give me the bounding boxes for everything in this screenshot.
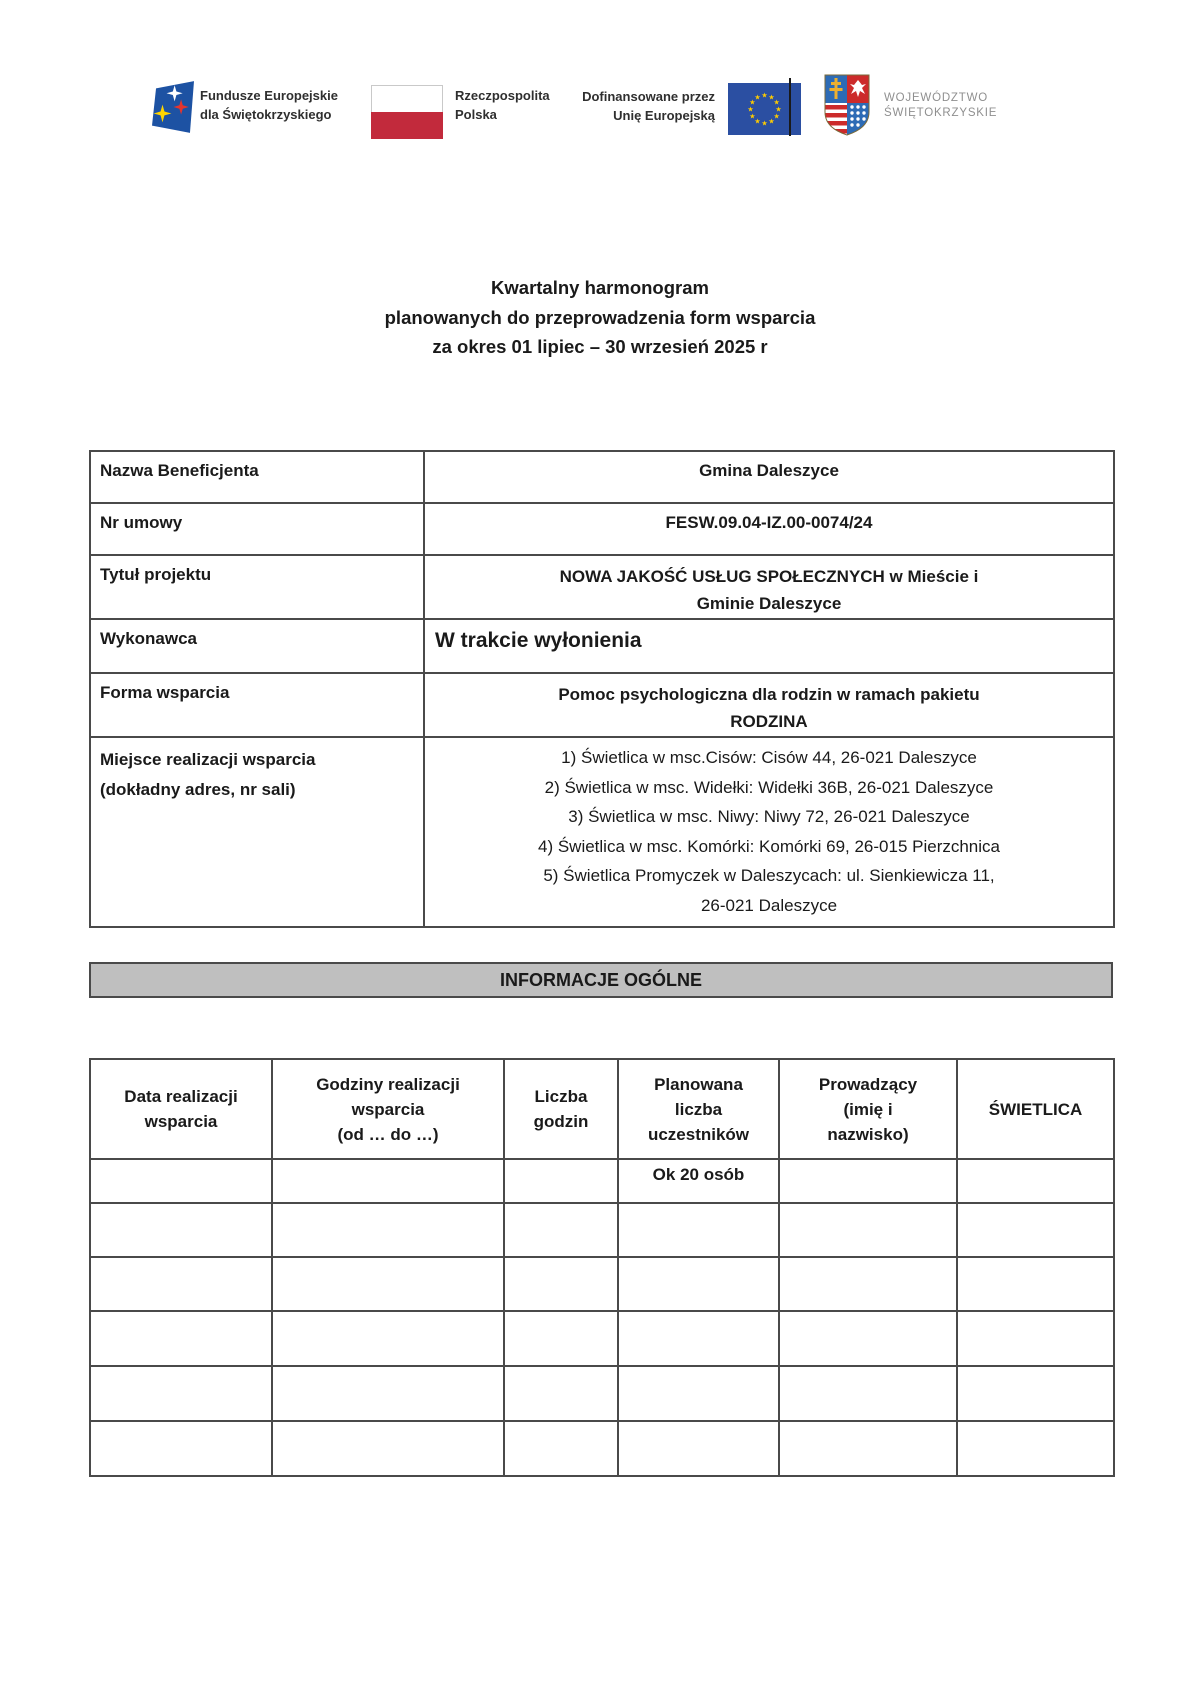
value-line: Pomoc psychologiczna dla rodzin w ramach pakietu bbox=[558, 685, 980, 704]
cell-planowana-liczba bbox=[618, 1257, 779, 1311]
swietokrzyskie-coat-of-arms-icon bbox=[824, 74, 870, 136]
title-line2: planowanych do przeprowadzenia form wsparcia bbox=[384, 306, 816, 328]
col-header-data-realizacji bbox=[90, 1059, 272, 1159]
header-line: (imię i bbox=[843, 1099, 893, 1119]
label-line: Tytuł projektu bbox=[100, 565, 212, 584]
col-header-planowana-liczba bbox=[618, 1059, 779, 1159]
header-line: Liczba bbox=[534, 1087, 588, 1106]
address-line: 4) Świetlica w msc. Komórki: Komórki 69, 26-015 Pierzchnica bbox=[538, 836, 1000, 856]
cell-godziny bbox=[272, 1366, 504, 1421]
table-row bbox=[90, 1421, 1114, 1476]
table-row bbox=[90, 673, 1114, 737]
svg-text:★: ★ bbox=[754, 117, 761, 126]
info-label-miejsce-realizacji bbox=[90, 737, 424, 927]
info-value-wykonawca bbox=[424, 619, 1114, 673]
schedule-table bbox=[89, 1058, 1115, 1477]
cell-prowadzacy bbox=[779, 1421, 957, 1476]
value-line: NOWA JAKOŚĆ USŁUG SPOŁECZNYCH w Mieście i bbox=[559, 567, 979, 586]
eu-cofunded-line2: Unię Europejską bbox=[613, 108, 715, 123]
value-line: Gminie Daleszyce bbox=[696, 594, 842, 613]
address-line: 5) Świetlica Promyczek w Daleszycach: ul. Sienkiewicza 11, bbox=[543, 866, 995, 885]
address-line: 2) Świetlica w msc. Widełki: Widełki 36B, 26-021 Daleszyce bbox=[544, 777, 994, 797]
label-line: Wykonawca bbox=[100, 629, 198, 648]
col-header-godziny-realizacji bbox=[272, 1059, 504, 1159]
poland-flag-white-stripe bbox=[371, 85, 443, 112]
table-row bbox=[90, 1257, 1114, 1311]
col-header-swietlica bbox=[957, 1059, 1114, 1159]
header-line: (od … do …) bbox=[337, 1124, 439, 1144]
value-line: FESW.09.04-IZ.00-0074/24 bbox=[665, 513, 873, 532]
svg-text:★: ★ bbox=[768, 93, 775, 102]
header-line: wsparcia bbox=[351, 1099, 425, 1119]
cell-prowadzacy bbox=[779, 1159, 957, 1203]
page-title bbox=[0, 273, 1200, 362]
cell-data-realizacji bbox=[90, 1421, 272, 1476]
table-row bbox=[90, 555, 1114, 619]
title-line1: Kwartalny harmonogram bbox=[491, 277, 709, 298]
cell-prowadzacy bbox=[779, 1203, 957, 1257]
header-line: uczestników bbox=[647, 1124, 750, 1144]
cell-swietlica bbox=[957, 1159, 1114, 1203]
value-line: Gmina Daleszyce bbox=[699, 461, 839, 480]
eu-cofunded-label bbox=[530, 87, 715, 125]
header-line: liczba bbox=[674, 1099, 723, 1119]
header-line: Planowana bbox=[654, 1074, 743, 1094]
table-row bbox=[90, 1203, 1114, 1257]
cell-swietlica bbox=[957, 1421, 1114, 1476]
info-value-nazwa-beneficjenta bbox=[424, 451, 1114, 503]
eu-funds-logo-svg bbox=[152, 74, 194, 140]
info-value-forma-wsparcia bbox=[424, 673, 1114, 737]
cell-liczba-godzin bbox=[504, 1366, 618, 1421]
label-line: Nazwa Beneficjenta bbox=[100, 461, 259, 480]
svg-text:★: ★ bbox=[747, 105, 754, 114]
info-value-tytul-projektu bbox=[424, 555, 1114, 619]
svg-text:★: ★ bbox=[768, 117, 775, 126]
cell-liczba-godzin bbox=[504, 1203, 618, 1257]
info-table bbox=[89, 450, 1115, 928]
cell-swietlica bbox=[957, 1257, 1114, 1311]
address-line: 26-021 Daleszyce bbox=[700, 895, 838, 915]
col-header-liczba-godzin bbox=[504, 1059, 618, 1159]
voivodeship-line2: ŚWIĘTOKRZYSKIE bbox=[884, 107, 998, 119]
cell-godziny bbox=[272, 1421, 504, 1476]
cell-data-realizacji bbox=[90, 1257, 272, 1311]
info-label-tytul-projektu bbox=[90, 555, 424, 619]
poland-flag-icon bbox=[371, 85, 443, 139]
svg-text:★: ★ bbox=[761, 119, 768, 128]
table-header-row bbox=[90, 1059, 1114, 1159]
cell-planowana-liczba bbox=[618, 1203, 779, 1257]
cell-data-realizacji bbox=[90, 1366, 272, 1421]
cell-prowadzacy bbox=[779, 1366, 957, 1421]
value-line: RODZINA bbox=[730, 712, 808, 731]
table-row bbox=[90, 503, 1114, 555]
cell-data-realizacji bbox=[90, 1203, 272, 1257]
label-line: Miejsce realizacji wsparcia bbox=[100, 750, 316, 769]
cell-prowadzacy bbox=[779, 1257, 957, 1311]
cell-planowana-liczba: Ok 20 osób bbox=[618, 1159, 779, 1203]
poland-flag-red-stripe bbox=[371, 112, 443, 139]
section-banner-label: INFORMACJE OGÓLNE bbox=[499, 970, 702, 990]
header-line: nazwisko) bbox=[827, 1124, 909, 1144]
header-line: Prowadzący bbox=[818, 1074, 918, 1094]
address-line: 1) Świetlica w msc.Cisów: Cisów 44, 26-021 Daleszyce bbox=[561, 748, 977, 767]
table-row bbox=[90, 619, 1114, 673]
table-row bbox=[90, 1159, 1114, 1203]
voivodeship-line1: WOJEWÓDZTWO bbox=[884, 92, 988, 104]
voivodeship-label bbox=[884, 91, 997, 121]
cell-godziny bbox=[272, 1203, 504, 1257]
eu-cofunded-line1: Dofinansowane przez bbox=[582, 89, 715, 104]
table-row bbox=[90, 451, 1114, 503]
cell-liczba-godzin bbox=[504, 1159, 618, 1203]
cell-planowana-liczba bbox=[618, 1366, 779, 1421]
title-line3: za okres 01 lipiec – 30 wrzesień 2025 r bbox=[432, 336, 768, 357]
cell-planowana-liczba bbox=[618, 1421, 779, 1476]
table-row bbox=[90, 737, 1114, 927]
cell-data-realizacji bbox=[90, 1159, 272, 1203]
cell-swietlica bbox=[957, 1203, 1114, 1257]
cell-godziny bbox=[272, 1159, 504, 1203]
header-line: wsparcia bbox=[144, 1112, 218, 1131]
eu-funds-logo-label bbox=[200, 86, 338, 124]
cell-godziny bbox=[272, 1311, 504, 1366]
cell-prowadzacy bbox=[779, 1311, 957, 1366]
cell-liczba-godzin bbox=[504, 1311, 618, 1366]
header-line: Data realizacji bbox=[124, 1087, 238, 1106]
eu-funds-logo-line1: Fundusze Europejskie bbox=[200, 88, 338, 103]
svg-text:★: ★ bbox=[761, 91, 768, 100]
svg-text:★: ★ bbox=[773, 98, 780, 107]
cell-liczba-godzin bbox=[504, 1421, 618, 1476]
svg-text:★: ★ bbox=[775, 105, 782, 114]
cell-data-realizacji bbox=[90, 1311, 272, 1366]
svg-text:★: ★ bbox=[773, 112, 780, 121]
address-line: 3) Świetlica w msc. Niwy: Niwy 72, 26-021 Daleszyce bbox=[568, 807, 970, 826]
label-line: (dokładny adres, nr sali) bbox=[100, 779, 296, 799]
eu-funds-stars-flag-icon bbox=[152, 74, 194, 140]
cell-swietlica bbox=[957, 1311, 1114, 1366]
svg-text:★: ★ bbox=[754, 93, 761, 102]
cell-liczba-godzin bbox=[504, 1257, 618, 1311]
svg-text:★: ★ bbox=[749, 98, 756, 107]
table-row bbox=[90, 1366, 1114, 1421]
label-line: Forma wsparcia bbox=[100, 683, 230, 702]
info-label-wykonawca bbox=[90, 619, 424, 673]
header-line: Godziny realizacji bbox=[316, 1074, 460, 1094]
header-line: ŚWIETLICA bbox=[988, 1099, 1083, 1119]
header-divider bbox=[789, 78, 791, 136]
eu-funds-logo-line2: dla Świętokrzyskiego bbox=[200, 107, 332, 122]
poland-label-line1: Rzeczpospolita bbox=[455, 88, 550, 103]
col-header-prowadzacy bbox=[779, 1059, 957, 1159]
coat-of-arms-svg bbox=[824, 74, 870, 136]
table-row bbox=[90, 1311, 1114, 1366]
cell-swietlica bbox=[957, 1366, 1114, 1421]
label-line: Nr umowy bbox=[100, 513, 183, 532]
value-line: W trakcie wyłonienia bbox=[435, 629, 642, 652]
info-label-nazwa-beneficjenta bbox=[90, 451, 424, 503]
cell-planowana-liczba bbox=[618, 1311, 779, 1366]
info-value-nr-umowy bbox=[424, 503, 1114, 555]
info-label-forma-wsparcia bbox=[90, 673, 424, 737]
info-label-nr-umowy bbox=[90, 503, 424, 555]
section-banner bbox=[89, 962, 1113, 998]
info-value-miejsce-realizacji bbox=[424, 737, 1114, 927]
header-line: godzin bbox=[533, 1112, 589, 1131]
svg-text:★: ★ bbox=[749, 112, 756, 121]
poland-label-line2: Polska bbox=[455, 107, 497, 122]
cell-godziny bbox=[272, 1257, 504, 1311]
